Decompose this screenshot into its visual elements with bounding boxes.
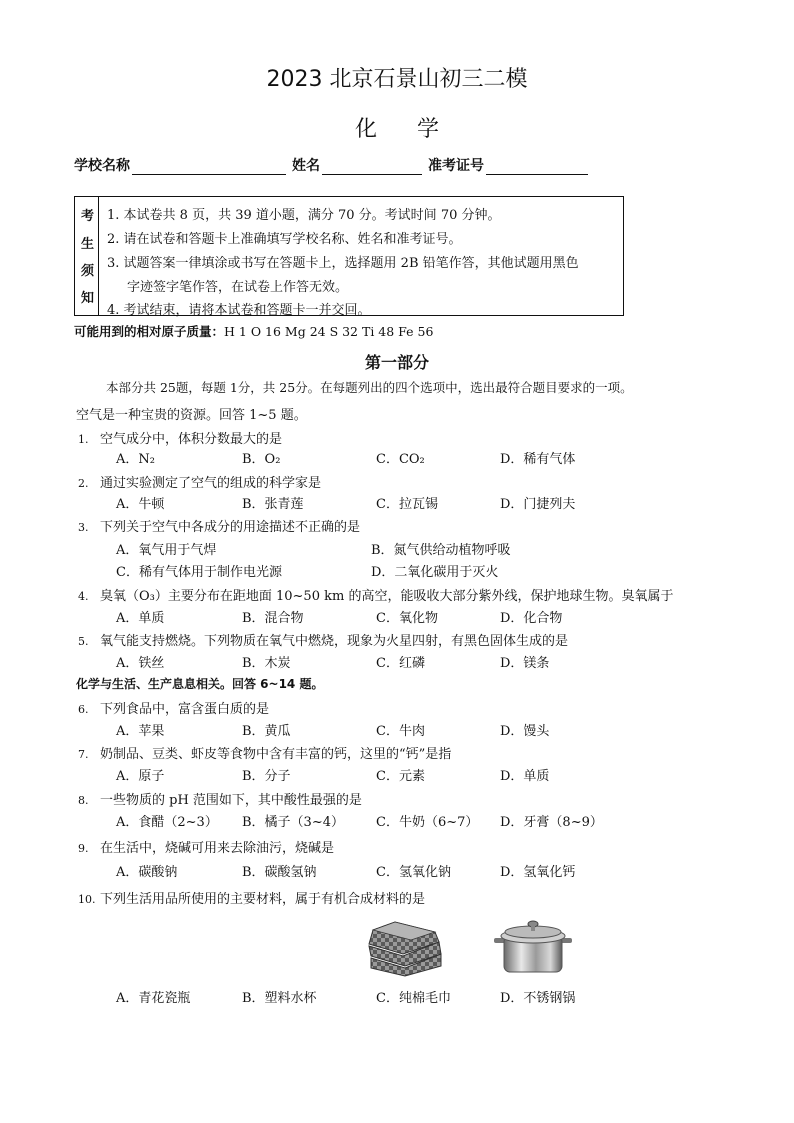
question-stem — [78, 888, 425, 907]
option-a[interactable]: A．碳酸钠 — [116, 865, 178, 880]
question-stem — [78, 472, 321, 491]
subject-title: 化学 — [354, 117, 479, 142]
student-info-line — [74, 155, 594, 175]
question-number: 5. — [78, 635, 89, 648]
option-b[interactable]: B．木炭 — [242, 656, 291, 671]
question-text: 奶制品、豆类、虾皮等食物中含有丰富的钙，这里的“钙”是指 — [100, 747, 452, 762]
option-c[interactable]: C．元素 — [376, 769, 425, 784]
option-d[interactable]: D．门捷列夫 — [500, 497, 576, 512]
option-d[interactable]: D．牙膏（8~9） — [500, 815, 603, 830]
question-stem — [78, 743, 451, 762]
notice-line: 字迹签字笔作答，在试卷上作答无效。 — [127, 280, 349, 295]
question-stem — [78, 837, 334, 856]
id-blank[interactable] — [486, 159, 588, 175]
question-number: 3. — [78, 521, 89, 534]
question-text: 在生活中，烧碱可用来去除油污，烧碱是 — [100, 841, 335, 856]
notice-side-char: 知 — [81, 291, 95, 306]
question-number: 8. — [78, 794, 89, 807]
school-label: 学校名称 — [74, 158, 130, 174]
notice-line: 3. 试题答案一律填涂或书写在答题卡上，选择题用 2B 铅笔作答，其他试题用黑色 — [107, 256, 579, 271]
notice-line: 1. 本试卷共 8 页，共 39 道小题，满分 70 分。考试时间 70 分钟。 — [107, 208, 501, 223]
option-b[interactable]: B．碳酸氢钠 — [242, 865, 317, 880]
option-b[interactable]: B．O₂ — [242, 452, 281, 467]
atomic-mass-values: H 1 O 16 Mg 24 S 32 Ti 48 Fe 56 — [224, 324, 434, 339]
notice-side-char: 考 — [81, 209, 95, 224]
question-number: 1. — [78, 433, 89, 446]
question-stem — [78, 630, 568, 649]
option-d[interactable]: D．氢氧化钙 — [500, 865, 576, 880]
atomic-mass-line — [74, 322, 433, 340]
option-a[interactable]: A．氧气用于气焊 — [116, 543, 217, 558]
option-a[interactable]: A．苹果 — [116, 724, 165, 739]
question-number: 2. — [78, 477, 89, 490]
question-number: 10. — [78, 893, 96, 906]
option-a[interactable]: A．青花瓷瓶 — [116, 991, 191, 1006]
option-a[interactable]: A．食醋（2~3） — [116, 815, 218, 830]
exam-title: 2023 北京石景山初三二模 — [266, 67, 528, 92]
school-blank[interactable] — [132, 159, 286, 175]
question-text: 臭氧（O₃）主要分布在距地面 10~50 km 的高空，能吸收大部分紫外线，保护地球生物。臭氧属于 — [100, 589, 674, 604]
option-d[interactable]: D．二氧化碳用于灭火 — [371, 565, 499, 580]
towel-image — [365, 918, 445, 978]
notice-side-char: 生 — [81, 237, 95, 252]
option-a[interactable]: A．铁丝 — [116, 656, 165, 671]
question-stem — [78, 428, 282, 447]
option-b[interactable]: B．氮气供给动植物呼吸 — [371, 543, 511, 558]
question-stem — [78, 516, 360, 535]
option-c[interactable]: C．拉瓦锡 — [376, 497, 438, 512]
group-heading: 空气是一种宝贵的资源。回答 1~5 题。 — [76, 408, 307, 423]
question-text: 下列关于空气中各成分的用途描述不正确的是 — [100, 520, 361, 535]
option-c[interactable]: C．牛肉 — [376, 724, 425, 739]
option-d[interactable]: D．单质 — [500, 769, 550, 784]
option-a[interactable]: A．牛顿 — [116, 497, 165, 512]
option-a[interactable]: A．N₂ — [116, 452, 155, 467]
option-a[interactable]: A．单质 — [116, 611, 165, 626]
option-c[interactable]: C．红磷 — [376, 656, 425, 671]
question-text: 氧气能支持燃烧。下列物质在氧气中燃烧，现象为火星四射，有黑色固体生成的是 — [100, 634, 569, 649]
question-number: 4. — [78, 590, 89, 603]
option-c[interactable]: C．氧化物 — [376, 611, 438, 626]
option-d[interactable]: D．镁条 — [500, 656, 550, 671]
notice-line: 2. 请在试卷和答题卡上准确填写学校名称、姓名和准考证号。 — [107, 232, 462, 247]
option-b[interactable]: B．塑料水杯 — [242, 991, 317, 1006]
option-b[interactable]: B．张青莲 — [242, 497, 304, 512]
option-b[interactable]: B．黄瓜 — [242, 724, 291, 739]
option-d[interactable]: D．馒头 — [500, 724, 550, 739]
question-text: 下列生活用品所使用的主要材料，属于有机合成材料的是 — [100, 892, 426, 907]
notice-side-label — [75, 197, 99, 315]
part-title: 第一部分 — [364, 353, 429, 372]
option-c[interactable]: C．氢氧化钠 — [376, 865, 451, 880]
option-c[interactable]: C．稀有气体用于制作电光源 — [116, 565, 282, 580]
option-d[interactable]: D．化合物 — [500, 611, 563, 626]
option-d[interactable]: D．稀有气体 — [500, 452, 576, 467]
part-intro: 本部分共 25题，每题 1分，共 25分。在每题列出的四个选项中，选出最符合题目要求的一项。 — [106, 380, 633, 395]
question-text: 空气成分中，体积分数最大的是 — [100, 432, 283, 447]
option-c[interactable]: C．纯棉毛巾 — [376, 991, 451, 1006]
option-a[interactable]: A．原子 — [116, 769, 165, 784]
option-b[interactable]: B．混合物 — [242, 611, 304, 626]
notice-line: 4. 考试结束，请将本试卷和答题卡一并交回。 — [107, 303, 371, 318]
question-stem — [78, 698, 269, 717]
notice-side-char: 须 — [81, 264, 95, 279]
name-blank[interactable] — [322, 159, 422, 175]
option-c[interactable]: C．牛奶（6~7） — [376, 815, 479, 830]
question-text: 一些物质的 pH 范围如下，其中酸性最强的是 — [100, 793, 362, 808]
question-text: 通过实验测定了空气的组成的科学家是 — [100, 476, 322, 491]
question-stem — [78, 789, 362, 808]
question-number: 6. — [78, 703, 89, 716]
question-number: 9. — [78, 842, 89, 855]
option-b[interactable]: B．橘子（3~4） — [242, 815, 344, 830]
option-d[interactable]: D．不锈钢锅 — [500, 991, 576, 1006]
id-label: 准考证号 — [428, 158, 484, 174]
question-number: 7. — [78, 748, 89, 761]
name-label: 姓名 — [292, 158, 320, 174]
option-b[interactable]: B．分子 — [242, 769, 291, 784]
pot-image — [492, 916, 574, 978]
option-c[interactable]: C．CO₂ — [376, 452, 425, 467]
question-text: 下列食品中，富含蛋白质的是 — [100, 702, 270, 717]
notice-box — [74, 196, 624, 316]
group-heading: 化学与生活、生产息息相关。回答 6~14 题。 — [76, 677, 324, 691]
atomic-mass-label: 可能用到的相对原子质量： — [74, 324, 225, 339]
question-stem — [78, 585, 673, 604]
